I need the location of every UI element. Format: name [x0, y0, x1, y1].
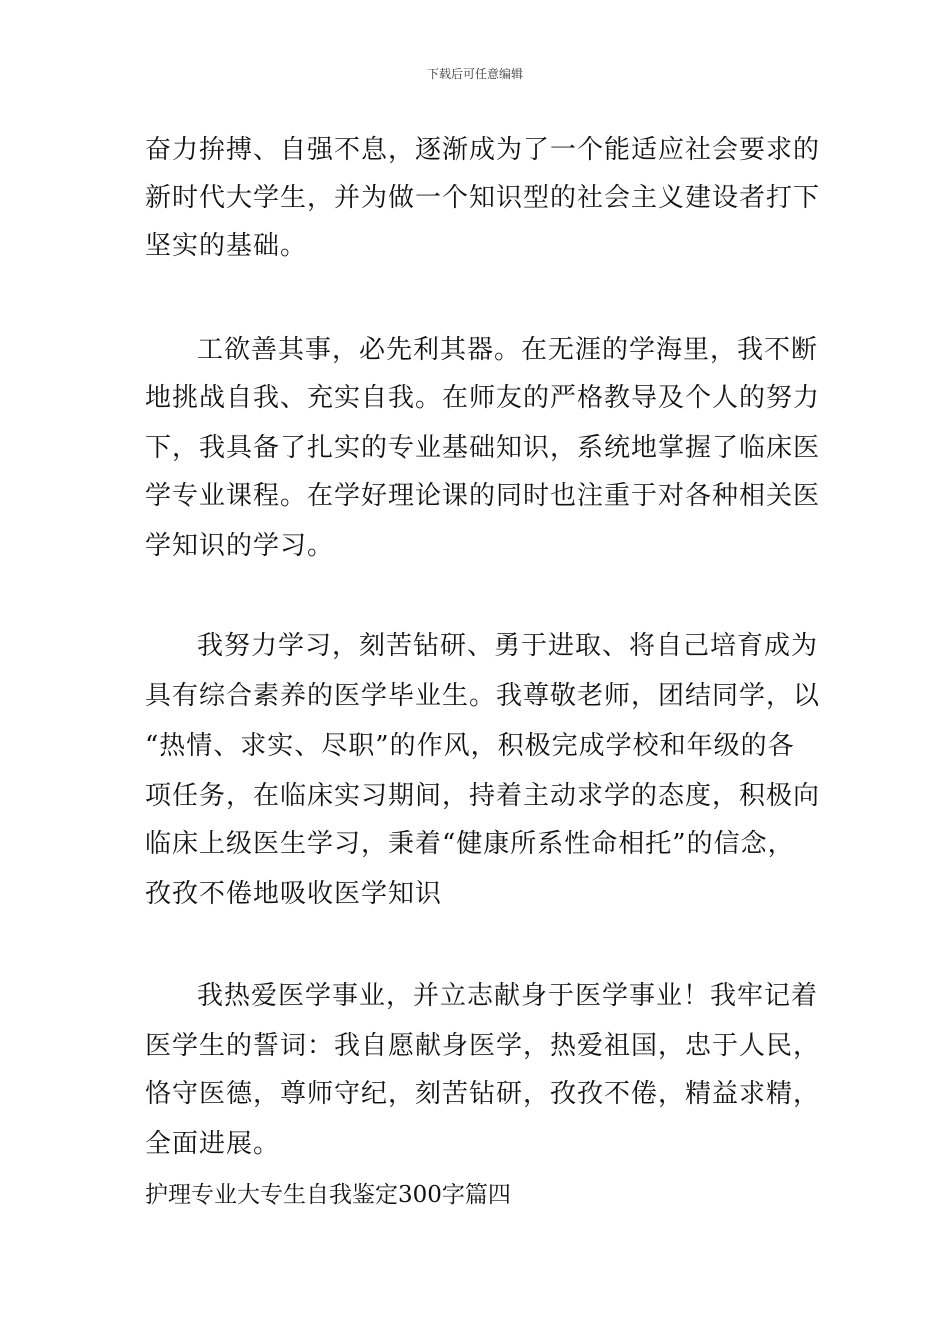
paragraph-2-line-1: 工欲善其事，必先利其器。在无涯的学海里，我不断: [197, 335, 819, 365]
paragraph-3-line-4: 项任务，在临床实习期间，持着主动求学的态度，积极向: [145, 781, 821, 811]
paragraph-3-line-3: “热情、求实、尽职”的作风，积极完成学校和年级的各: [145, 731, 795, 761]
paragraph-2-line-3: 下，我具备了扎实的专业基础知识，系统地掌握了临床医: [145, 433, 821, 463]
paragraph-2-line-5: 学知识的学习。: [145, 531, 335, 561]
paragraph-4-line-1: 我热爱医学事业，并立志献身于医学事业！我牢记着: [197, 981, 819, 1011]
page-header-note: 下载后可任意编辑: [426, 67, 523, 81]
paragraph-3-line-6: 孜孜不倦地吸收医学知识: [145, 879, 443, 909]
section-heading: 护理专业大专生自我鉴定300字篇四: [145, 1182, 511, 1208]
paragraph-3-line-2: 具有综合素养的医学毕业生。我尊敬老师，团结同学，以: [145, 681, 821, 711]
paragraph-4-line-3: 恪守医德，尊师守纪，刻苦钻研，孜孜不倦，精益求精，: [145, 1079, 821, 1109]
paragraph-1-line-1: 奋力拚搏、自强不息，逐渐成为了一个能适应社会要求的: [145, 135, 821, 165]
paragraph-4-line-2: 医学生的誓词：我自愿献身医学，热爱祖国，忠于人民，: [145, 1031, 821, 1061]
paragraph-3-line-1: 我努力学习，刻苦钻研、勇于进取、将自己培育成为: [197, 631, 819, 661]
paragraph-1-line-3: 坚实的基础。: [145, 231, 308, 261]
paragraph-3-line-5: 临床上级医生学习，秉着“健康所系性命相托”的信念，: [145, 829, 795, 859]
paragraph-4-line-4: 全面进展。: [145, 1129, 281, 1159]
paragraph-1-line-2: 新时代大学生，并为做一个知识型的社会主义建设者打下: [145, 183, 821, 213]
paragraph-2-line-4: 学专业课程。在学好理论课的同时也注重于对各种相关医: [145, 481, 821, 511]
paragraph-2-line-2: 地挑战自我、充实自我。在师友的严格教导及个人的努力: [145, 383, 821, 413]
